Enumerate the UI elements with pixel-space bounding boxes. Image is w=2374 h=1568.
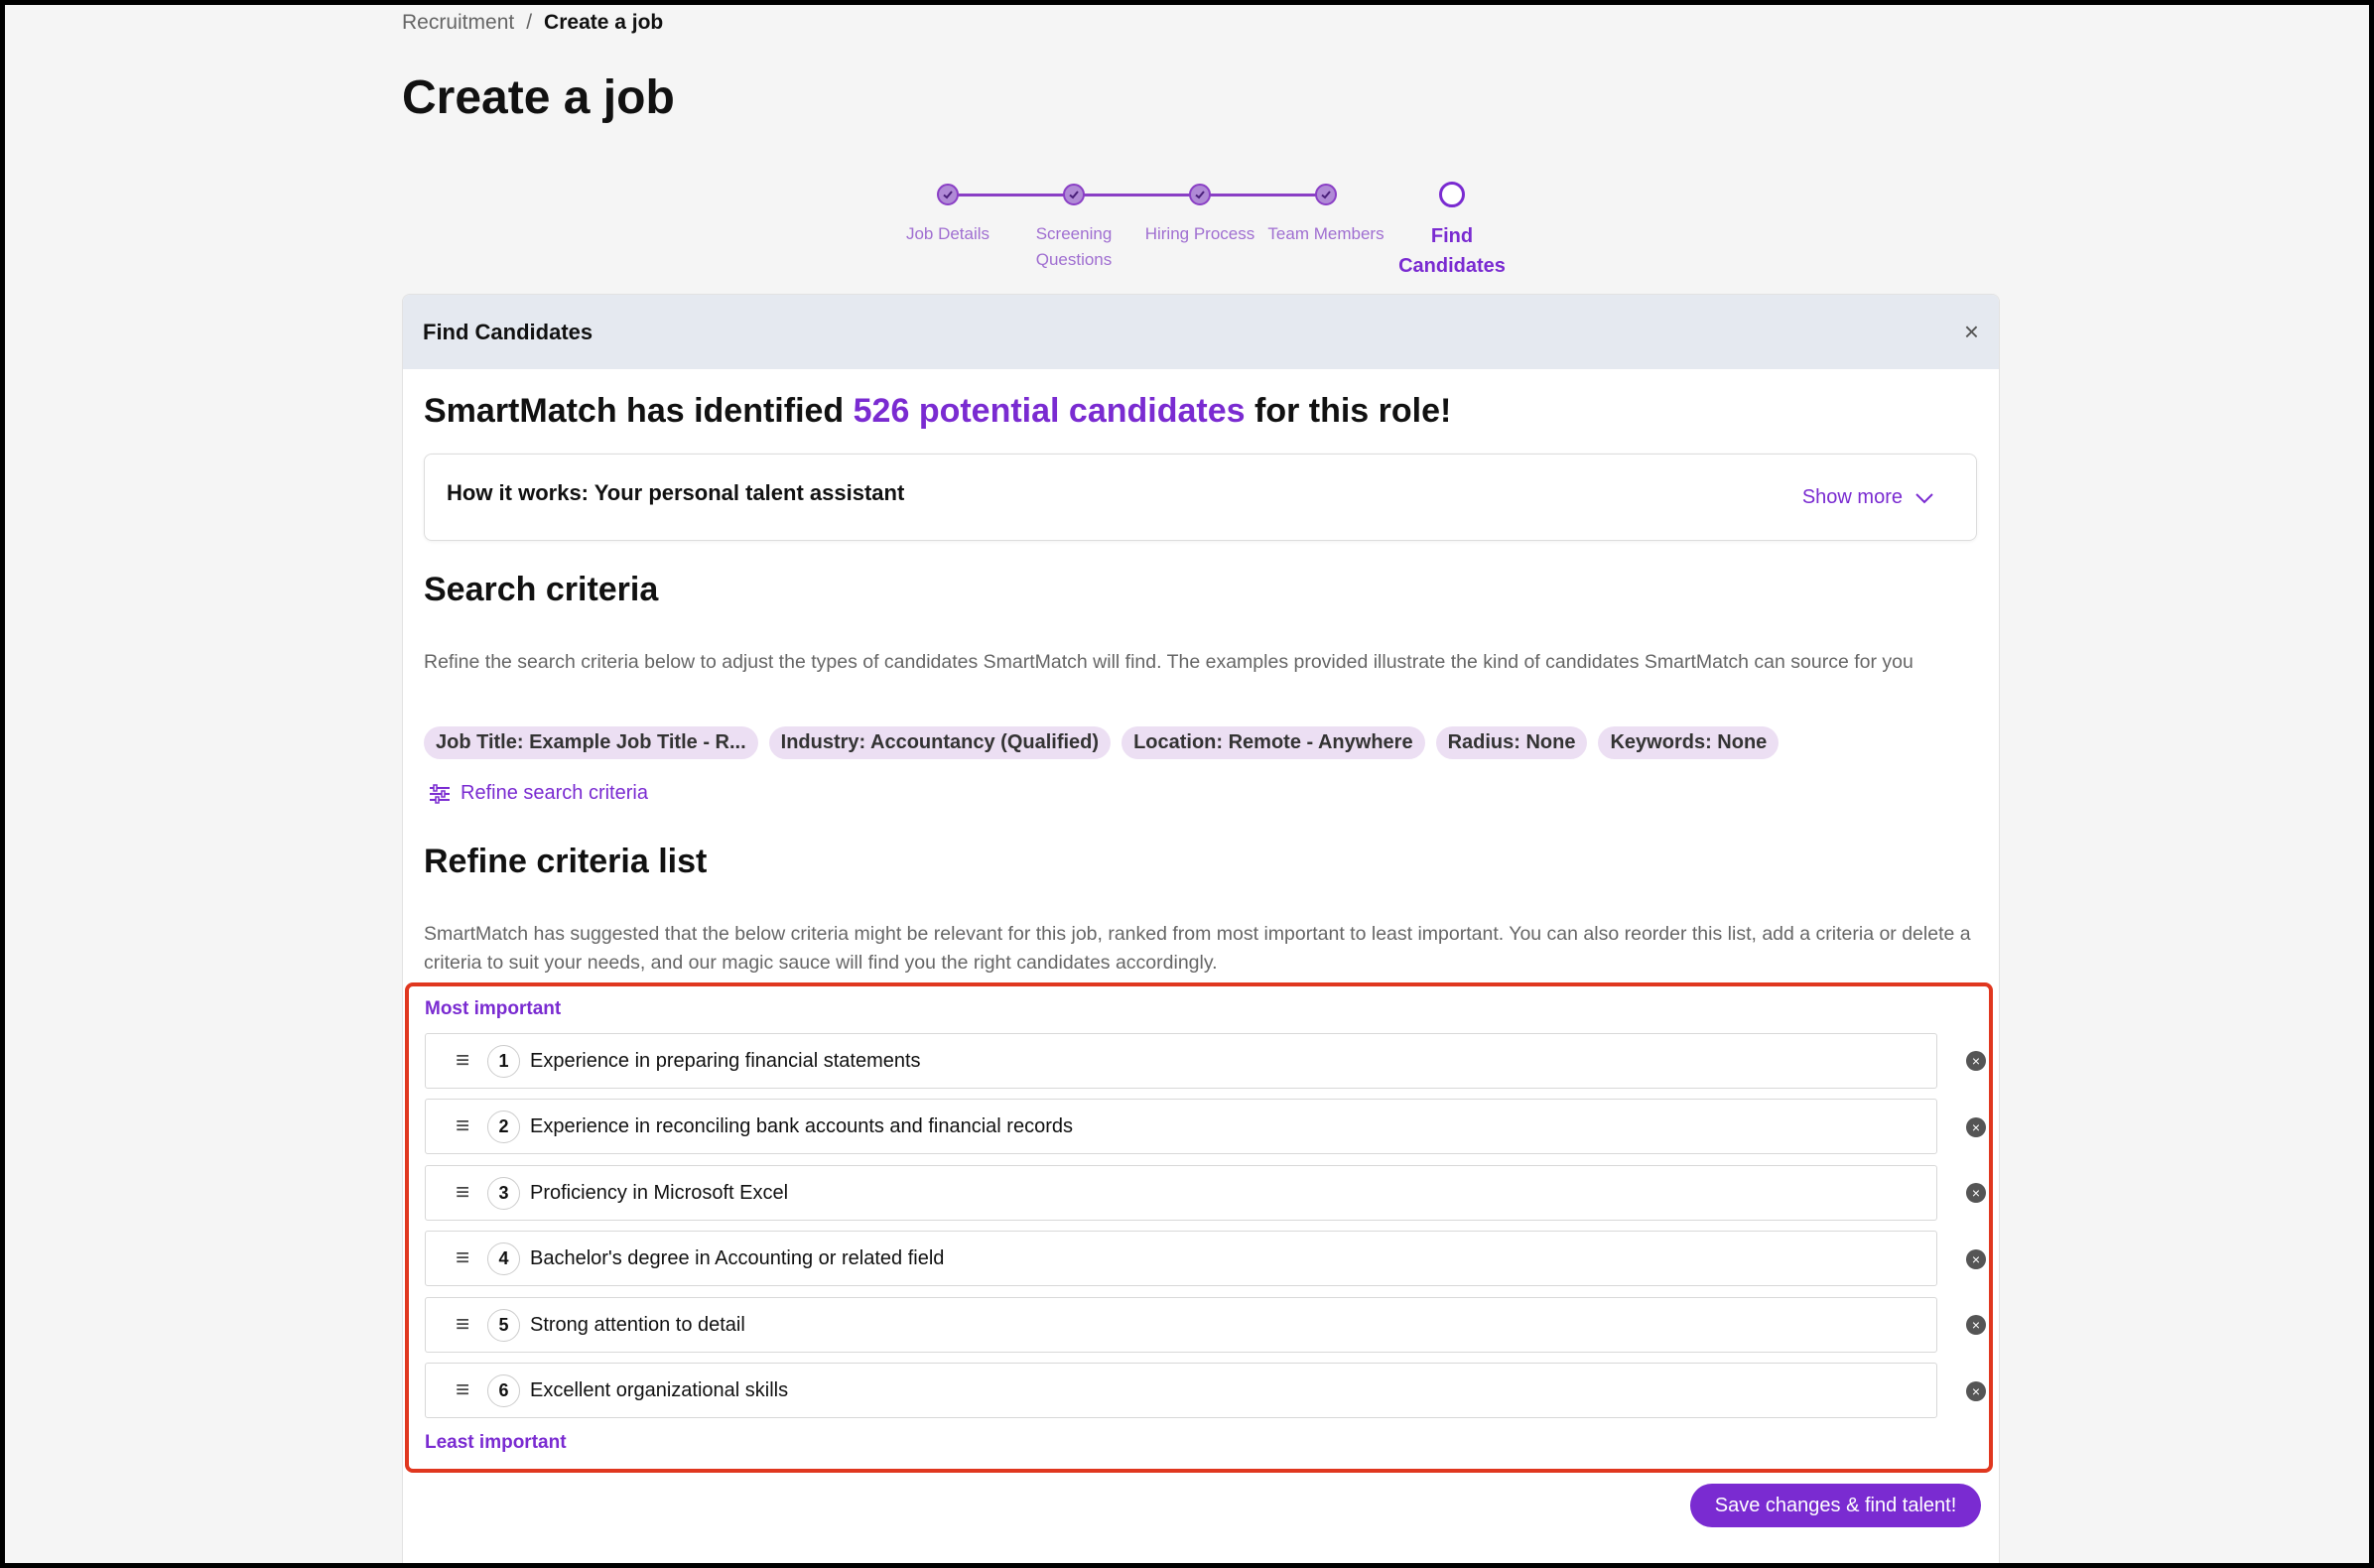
headline-prefix: SmartMatch has identified [424, 392, 854, 430]
rank-badge: 6 [487, 1374, 520, 1407]
drag-handle-icon[interactable]: ≡ [456, 1311, 470, 1338]
refine-criteria-description: SmartMatch has suggested that the below criteria might be relevant for this job, ranked from most important to least important. You can also reorder this list, add a criteria or delete a criteria to suit your needs, and our magic sauce will find you the right candidates accordingly. [424, 923, 1971, 974]
step-label: Screening Questions [1035, 224, 1113, 269]
how-it-works-panel [424, 454, 1977, 541]
criteria-text: Strong attention to detail [530, 1313, 745, 1336]
refine-search-criteria-link[interactable] [429, 782, 648, 805]
criteria-text: Bachelor's degree in Accounting or related field [530, 1246, 945, 1269]
drag-handle-icon[interactable]: ≡ [456, 1179, 470, 1206]
criteria-text: Experience in preparing financial statements [530, 1049, 921, 1072]
page-title: Create a job [402, 71, 675, 124]
show-more-button[interactable] [1802, 486, 1934, 509]
step-label: Hiring Process [1144, 224, 1255, 243]
criteria-item[interactable] [425, 1099, 1937, 1154]
candidate-count: 526 potential candidates [853, 392, 1246, 430]
check-icon [1063, 184, 1085, 205]
rank-badge: 5 [487, 1309, 520, 1342]
criteria-item[interactable] [425, 1033, 1937, 1089]
rank-badge: 4 [487, 1242, 520, 1275]
remove-criteria-icon[interactable]: × [1966, 1117, 1986, 1137]
chip-location: Location: Remote - Anywhere [1121, 726, 1425, 759]
progress-stepper [883, 180, 1506, 289]
criteria-list-highlight [405, 982, 1993, 1473]
card-header [403, 295, 1999, 369]
criteria-text: Proficiency in Microsoft Excel [530, 1181, 789, 1204]
save-and-find-talent-button[interactable]: Save changes & find talent! [1690, 1484, 1981, 1527]
drag-handle-icon[interactable]: ≡ [456, 1112, 470, 1139]
candidates-headline [424, 392, 1451, 431]
breadcrumb-separator: / [526, 11, 533, 34]
drag-handle-icon[interactable]: ≡ [456, 1244, 470, 1271]
remove-criteria-icon[interactable]: × [1966, 1183, 1986, 1203]
chevron-down-icon [1914, 492, 1934, 504]
criteria-item[interactable] [425, 1231, 1937, 1286]
sliders-icon [429, 784, 451, 804]
rank-badge: 1 [487, 1045, 520, 1078]
step-label: Find Candidates [1398, 225, 1506, 277]
app-screen [5, 5, 2369, 1563]
headline-suffix: for this role! [1245, 392, 1452, 430]
least-important-label: Least important [425, 1432, 567, 1453]
chip-industry: Industry: Accountancy (Qualified) [769, 726, 1111, 759]
find-candidates-card [402, 294, 2000, 1563]
step-find-candidates[interactable] [1373, 180, 1531, 281]
step-label: Job Details [905, 224, 990, 243]
chip-job-title: Job Title: Example Job Title - R... [424, 726, 758, 759]
check-icon [1189, 184, 1211, 205]
breadcrumb-parent-link[interactable]: Recruitment [402, 11, 515, 34]
check-icon [1315, 184, 1337, 205]
criteria-chips [424, 726, 1779, 759]
breadcrumb [402, 11, 663, 35]
most-important-label: Most important [425, 998, 562, 1019]
remove-criteria-icon[interactable]: × [1966, 1381, 1986, 1401]
criteria-item[interactable] [425, 1297, 1937, 1353]
check-icon [937, 184, 959, 205]
close-icon[interactable]: × [1963, 317, 1979, 346]
remove-criteria-icon[interactable]: × [1966, 1051, 1986, 1071]
remove-criteria-icon[interactable]: × [1966, 1249, 1986, 1269]
criteria-item[interactable] [425, 1165, 1937, 1221]
search-criteria-title: Search criteria [424, 571, 659, 608]
refine-criteria-title: Refine criteria list [424, 843, 708, 880]
rank-badge: 2 [487, 1111, 520, 1143]
search-criteria-description: Refine the search criteria below to adjust the types of candidates SmartMatch will find. The examples provided illustrate the kind of candidates SmartMatch can source for you [424, 651, 1913, 673]
card-title: Find Candidates [423, 319, 594, 344]
refine-link-label: Refine search criteria [461, 782, 648, 804]
chip-radius: Radius: None [1436, 726, 1588, 759]
current-step-circle-icon [1439, 182, 1465, 207]
how-it-works-title: How it works: Your personal talent assistant [447, 480, 905, 505]
step-label: Team Members [1267, 224, 1385, 243]
criteria-text: Excellent organizational skills [530, 1378, 789, 1401]
remove-criteria-icon[interactable]: × [1966, 1315, 1986, 1335]
criteria-item[interactable] [425, 1363, 1937, 1418]
chip-keywords: Keywords: None [1598, 726, 1779, 759]
drag-handle-icon[interactable]: ≡ [456, 1376, 470, 1403]
rank-badge: 3 [487, 1177, 520, 1210]
show-more-label: Show more [1801, 486, 1903, 508]
criteria-text: Experience in reconciling bank accounts and financial records [530, 1114, 1073, 1137]
drag-handle-icon[interactable]: ≡ [456, 1047, 470, 1074]
breadcrumb-current: Create a job [544, 11, 664, 34]
